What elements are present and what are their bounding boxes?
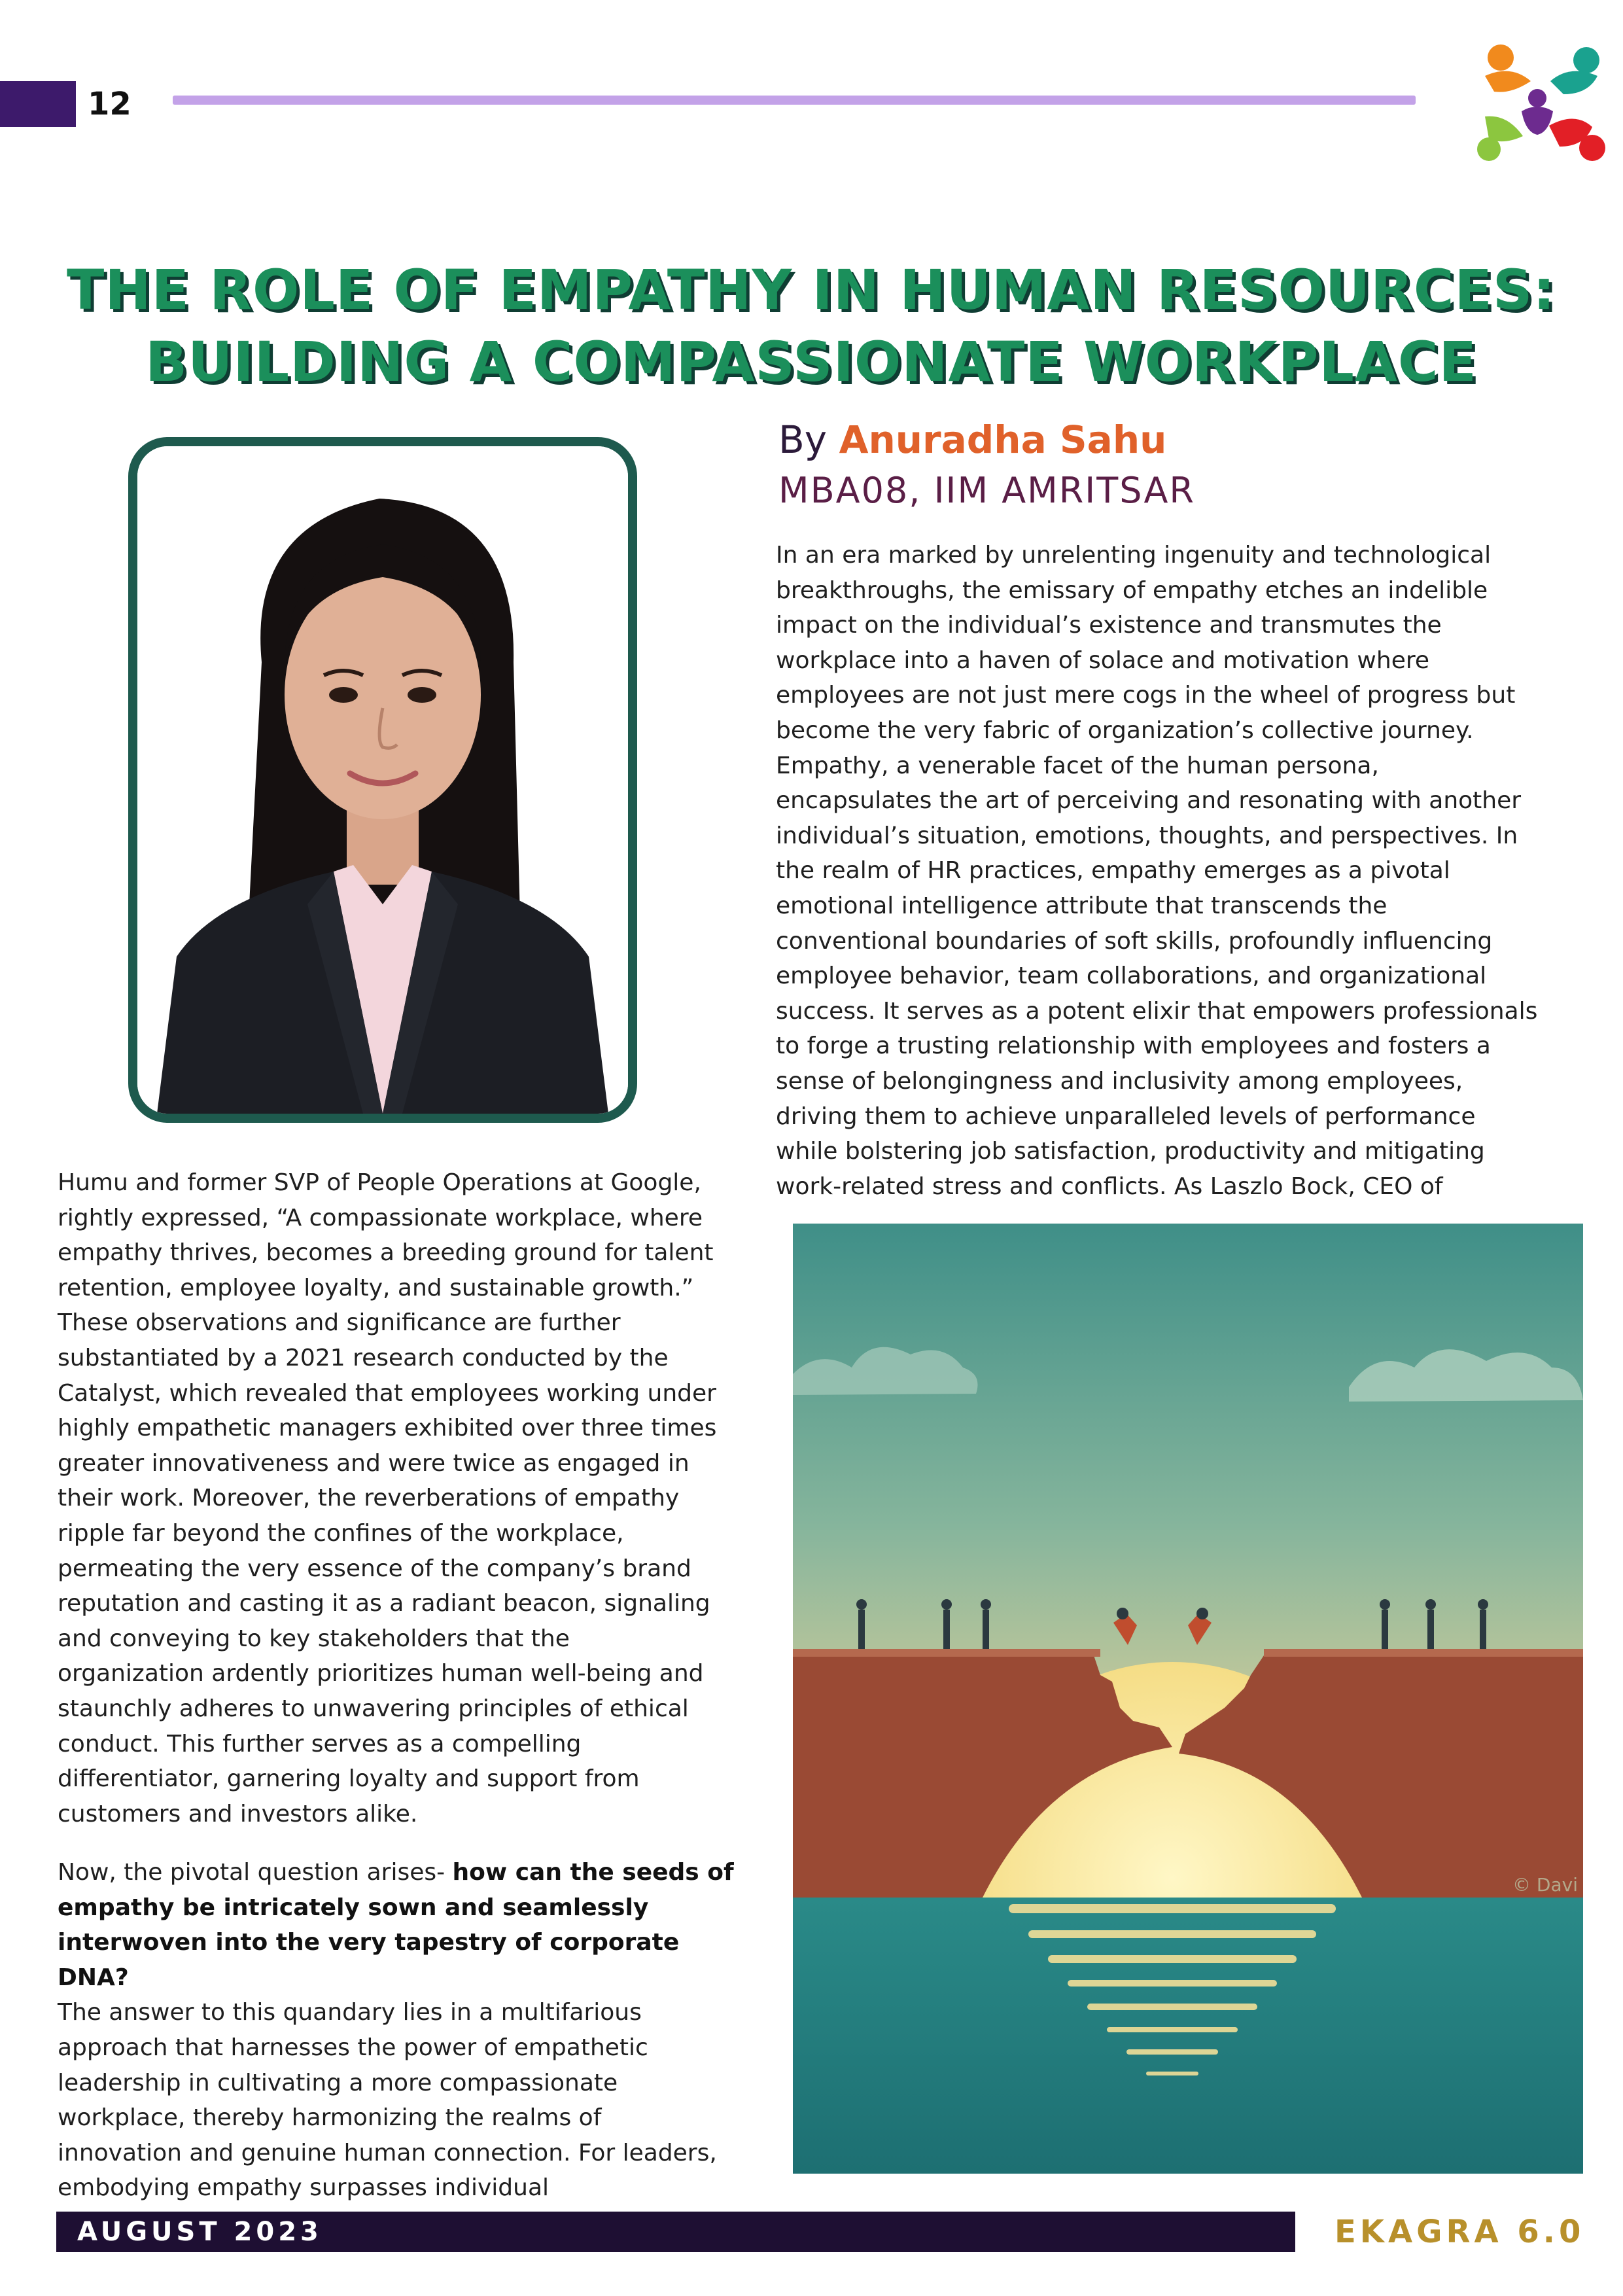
footer-magazine-name: EKAGRA 6.0: [1335, 2214, 1585, 2250]
text-line: empathy thrives, becomes a breeding ground for talent: [58, 1239, 714, 1267]
article-title: [52, 254, 1570, 398]
header-accent-bar: [0, 81, 76, 127]
text-line: the realm of HR practices, empathy emerges as a pivotal: [776, 857, 1450, 885]
text-line: differentiator, garnering loyalty and support from: [58, 1765, 640, 1793]
text-line: and conveying to key stakeholders that the: [58, 1625, 570, 1652]
question-bold: empathy be intricately sown and seamlessly: [58, 1894, 649, 1921]
text-line: Humu and former SVP of People Operations at Google,: [58, 1169, 701, 1196]
title-line-2: BUILDING A COMPASSIONATE WORKPLACE: [145, 330, 1477, 394]
text-line: [58, 1890, 751, 1926]
footer-issue-date: AUGUST 2023: [77, 2217, 323, 2247]
text-line: organization ardently prioritizes human well-being and: [58, 1660, 704, 1687]
bridge-illustration: [793, 1224, 1583, 2174]
text-line: while bolstering job satisfaction, productivity and mitigating: [776, 1138, 1485, 1165]
author-affiliation: MBA08, IIM AMRITSAR: [778, 470, 1195, 511]
text-line: These observations and significance are further: [58, 1309, 621, 1337]
text-line: approach that harnesses the power of empathetic: [58, 2034, 648, 2061]
text-line: [58, 1855, 751, 1890]
portrait-image: [137, 446, 628, 1114]
text-line: conduct. This further serves as a compelling: [58, 1730, 582, 1757]
text-line: impact on the individual’s existence and transmutes the: [776, 612, 1442, 639]
text-line: leadership in cultivating a more compassionate: [58, 2069, 618, 2096]
text-line: conventional boundaries of soft skills, profoundly influencing: [776, 927, 1493, 955]
text-line: The answer to this quandary lies in a multifarious: [58, 1999, 642, 2026]
header-rule: [173, 96, 1416, 105]
author-portrait: [128, 437, 637, 1123]
text-line: Empathy, a venerable facet of the human persona,: [776, 752, 1379, 779]
text-line: Catalyst, which revealed that employees working under: [58, 1379, 716, 1407]
question-bold: how can the seeds of: [452, 1859, 734, 1886]
byline: [778, 414, 1166, 466]
title-line-1: THE ROLE OF EMPATHY IN HUMAN RESOURCES:: [67, 258, 1556, 322]
body-text-left-column-question: [58, 1855, 751, 2206]
text-line: breakthroughs, the emissary of empathy etches an indelible: [776, 576, 1488, 604]
text-line: In an era marked by unrelenting ingenuity and technological: [776, 542, 1492, 569]
text-line: workplace into a haven of solace and motivation where: [776, 646, 1429, 674]
text-line: success. It serves as a potent elixir that empowers professionals: [776, 997, 1538, 1025]
text-line: driving them to achieve unparalleled levels of performance: [776, 1103, 1476, 1130]
question-lead: Now, the pivotal question arises-: [58, 1859, 453, 1886]
text-line: their work. Moreover, the reverberations of empathy: [58, 1485, 680, 1512]
author-name: Anuradha Sahu: [839, 417, 1167, 462]
text-line: retention, employee loyalty, and sustainable growth.”: [58, 1274, 694, 1301]
text-line: rightly expressed, “A compassionate workplace, where: [58, 1204, 703, 1231]
text-line: encapsulates the art of perceiving and resonating with another: [776, 787, 1522, 815]
text-line: permeating the very essence of the company’s brand: [58, 1555, 691, 1582]
text-line: staunchly adheres to unwavering principles of ethical: [58, 1695, 689, 1722]
text-line: individual’s situation, emotions, thoughts, and perspectives. In: [776, 822, 1518, 849]
text-line: emotional intelligence attribute that transcends the: [776, 892, 1387, 919]
text-line: work-related stress and conflicts. As Laszlo Bock, CEO of: [776, 1173, 1443, 1200]
text-line: substantiated by a 2021 research conducted by the: [58, 1344, 669, 1371]
body-text-right-column: [776, 538, 1587, 1204]
text-line: customers and investors alike.: [58, 1800, 418, 1828]
text-line: greater innovativeness and were twice as engaged in: [58, 1449, 689, 1477]
text-line: highly empathetic managers exhibited over three times: [58, 1415, 717, 1442]
text-line: workplace, thereby harmonizing the realms of: [58, 2104, 602, 2132]
ekagra-logo: [1472, 38, 1609, 169]
body-text-left-column: [58, 1165, 751, 1831]
text-line: employee behavior, team collaborations, and organizational: [776, 963, 1487, 990]
text-line: to forge a trusting relationship with employees and fosters a: [776, 1033, 1491, 1060]
text-line: reputation and casting it as a radiant beacon, signaling: [58, 1590, 710, 1617]
text-line: employees are not just mere cogs in the wheel of progress but: [776, 682, 1516, 709]
bridge-artwork: [793, 1224, 1583, 2174]
text-line: [58, 1925, 751, 1995]
text-line: embodying empathy surpasses individual: [58, 2174, 550, 2202]
text-line: become the very fabric of organization’s collective journey.: [776, 716, 1474, 744]
page-number: 12: [88, 86, 131, 122]
illustration-watermark: © Davi: [1512, 1874, 1578, 1896]
question-bold: interwoven into the very tapestry of corporate DNA?: [58, 1929, 680, 1991]
by-prefix: By: [778, 417, 839, 462]
text-line: ripple far beyond the confines of the workplace,: [58, 1519, 624, 1547]
text-line: sense of belongingness and inclusivity among employees,: [776, 1067, 1463, 1095]
text-line: innovation and genuine human connection. For leaders,: [58, 2139, 717, 2166]
